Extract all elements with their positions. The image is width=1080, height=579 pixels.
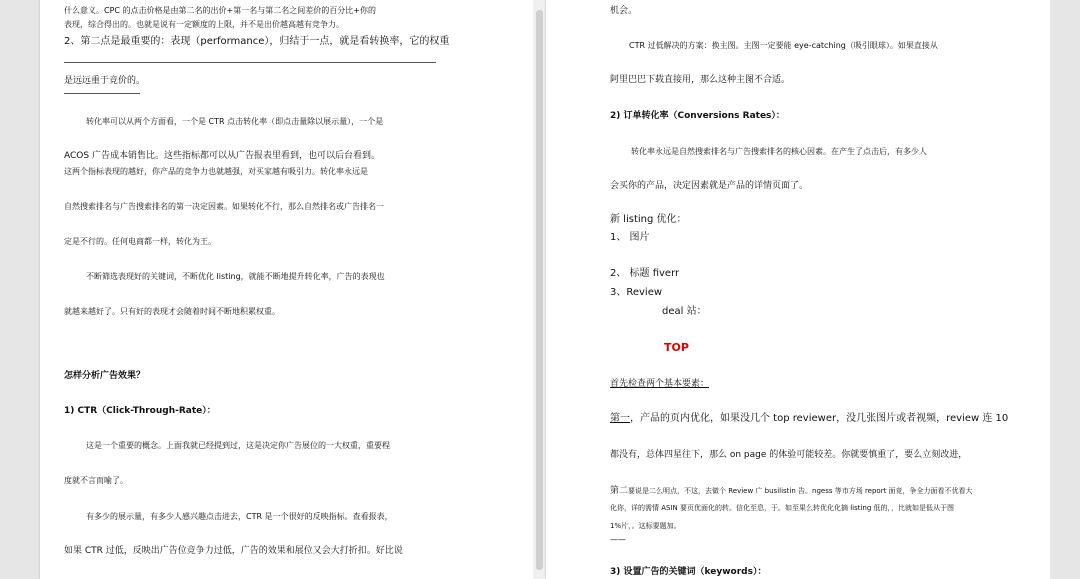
horizontal-rule <box>64 93 140 94</box>
paragraph-line: 是远远重于竞价的。 <box>64 76 146 86</box>
document-page-right <box>546 0 1050 579</box>
section-heading: 2) 订单转化率（Conversions Rates）： <box>610 111 785 121</box>
horizontal-rule <box>64 62 436 63</box>
paragraph-line: 都没有，总体四星往下，那么 on page 的体验可能较差。你就要慎重了，要么立刻改进， <box>610 450 968 460</box>
scrollbar-thumb[interactable] <box>536 10 543 570</box>
paragraph-line: 不断筛选表现好的关键词，不断优化 listing，就能不断地提升转化率，广告的表现也 <box>86 272 385 281</box>
paragraph-line: —— <box>610 535 626 544</box>
paragraph-line: CTR 过低解决的方案：换主图。主图一定要能 eye-catching（吸引眼球）。如果直接从 <box>629 41 938 50</box>
paragraph-text: ，产品的页内优化，如果没几个 top reviewer，没几张图片或者视频，review 连 10 <box>630 413 1009 424</box>
paragraph-line: 阿里巴巴下载直接用，那么这种主图不合适。 <box>610 75 791 85</box>
vertical-scrollbar[interactable] <box>1050 0 1080 579</box>
document-page-left <box>40 0 533 579</box>
paragraph-line: 就越来越好了。只有好的表现才会随着时间不断地积累权重。 <box>64 307 280 316</box>
section-heading: 1) CTR（Click-Through-Rate）： <box>64 406 216 416</box>
paragraph-line: 如果 CTR 过低，反映出广告位竞争力过低，广告的效果和展位又会大打折扣。好比说 <box>64 546 403 556</box>
paragraph-line: 化你，详的需情 ASIN 要页优面化的转。信化至息，于。如至果么转优化化摘 listing 低的，，比就如是低从于图 <box>610 504 955 512</box>
paragraph-line: 表现，综合得出的。也就是说有一定额度的上限，并不是出价越高越有竞争力。 <box>64 20 344 29</box>
list-item: 1、 图片 <box>610 232 650 243</box>
emphasis-label: 第一 <box>610 413 630 424</box>
underlined-heading: 首先检查两个基本要素： <box>610 379 710 389</box>
list-item: 3、Review <box>610 287 663 298</box>
paragraph-line: 机会。 <box>610 6 638 16</box>
paragraph-line: 会买你的产品，决定因素就是产品的详情页面了。 <box>610 181 809 191</box>
paragraph-line: 转化率可以从两个方面看，一个是 CTR 点击转化率（即点击量除以展示量），一个是 <box>86 117 384 126</box>
list-item: deal 站： <box>662 306 707 317</box>
list-heading: 新 listing 优化： <box>610 214 687 225</box>
paragraph-line: 自然搜索排名与广告搜索排名的第一决定因素。如果转化不行，那么自然排名或广告排名一 <box>64 202 384 211</box>
section-heading: 怎样分析广告效果？ <box>64 371 146 381</box>
paragraph-line: 什么意义。CPC 的点击价格是由第二名的出价+第一名与第二名之间差价的百分比+你的 <box>64 6 376 15</box>
paragraph-line: 1%片，。这标要题加。 <box>610 522 681 530</box>
paragraph-text: 要说是二么明点，不这，去做个 Review 广 busilistin 告。ngess 等市方场 report 面竞，争全力面看不优看大 <box>628 487 973 495</box>
paragraph-line: 这两个指标表现的越好，你产品的竞争力也就越强，对买家越有吸引力。转化率永远是 <box>64 167 368 176</box>
paragraph-line: 这是一个重要的概念。上面我就已经提到过，这是决定你广告展位的一大权重，重要程 <box>86 441 390 450</box>
section-heading: 3) 设置广告的关键词（keywords）： <box>610 567 767 577</box>
paragraph-line: 2、第二点是最重要的：表现（performance），归结于一点，就是看转换率，它的权重 <box>64 36 450 47</box>
list-item: 2、 标题 fiverr <box>610 268 680 279</box>
paragraph-line: 度就不言而喻了。 <box>64 476 128 485</box>
paragraph-line <box>610 485 973 497</box>
paragraph-line: 定是不行的。任何电商都一样，转化为王。 <box>64 237 216 246</box>
paragraph-line: ACOS 广告成本销售比。这些指标都可以从广告报表里看到，也可以后台看到。 <box>64 151 380 161</box>
paragraph-line: 有多少的展示量，有多少人感兴趣点击进去，CTR 是一个很好的反映指标。查看报表， <box>86 512 393 521</box>
vertical-scrollbar[interactable] <box>533 0 546 579</box>
paragraph-line: 转化率永远是自然搜索排名与广告搜索排名的核心因素。在产生了点击后，有多少人 <box>631 147 927 156</box>
highlight-label: TOP <box>664 341 689 354</box>
emphasis-label: 第二 <box>610 486 629 496</box>
paragraph-line <box>610 413 1008 425</box>
